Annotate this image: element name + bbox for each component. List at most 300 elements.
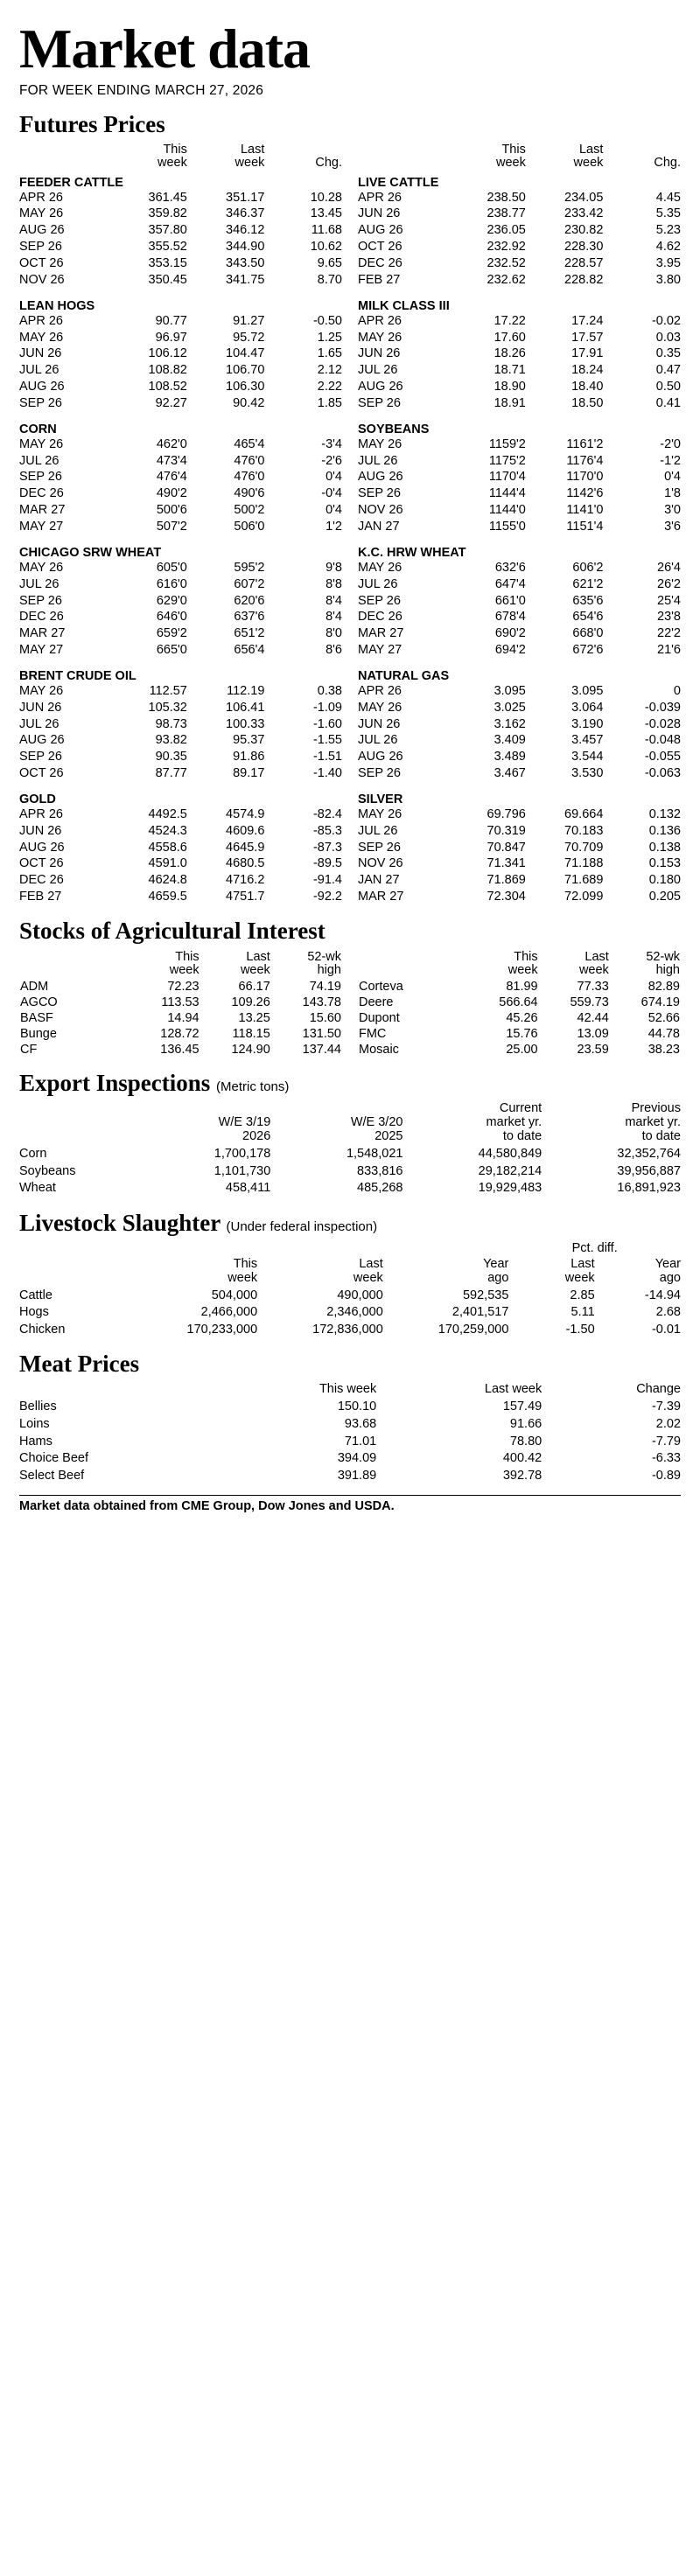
futures-value: 1175'2 [488, 453, 526, 468]
futures-value: 0.41 [655, 395, 681, 410]
contract-month: JUL 26 [19, 716, 60, 731]
livestock-pct-diff-group: Pct. diff. [571, 1240, 618, 1255]
contract-month: DEC 26 [19, 610, 64, 625]
futures-value: -1.09 [312, 700, 342, 715]
contract-month: DEC 26 [19, 873, 64, 888]
futures-col-contract [19, 143, 109, 171]
export-header-row [19, 1102, 681, 1146]
futures-value: 8'4 [326, 593, 342, 608]
stocks-col-name [19, 950, 129, 979]
contract-month: FEB 27 [19, 890, 62, 904]
meat-value: -6.33 [651, 1451, 681, 1466]
futures-value: 70.847 [486, 840, 526, 855]
stocks-right-column [358, 950, 681, 1058]
futures-value: 659'2 [156, 626, 187, 641]
futures-value: 637'6 [234, 610, 265, 625]
futures-value: -87.3 [312, 840, 342, 855]
table-row [19, 313, 342, 330]
livestock-slaughter-table [19, 1242, 681, 1339]
table-row [358, 576, 681, 593]
contract-month: SEP 26 [358, 766, 401, 781]
table-row [358, 222, 681, 239]
stock-value: 23.59 [577, 1043, 609, 1058]
futures-value: -2'0 [660, 436, 681, 451]
meat-cut-name: Hams [19, 1434, 52, 1449]
futures-group-title-row [19, 296, 342, 313]
futures-value: 0 [673, 683, 681, 698]
contract-month: JUL 26 [19, 576, 60, 591]
futures-value: 71.188 [564, 856, 604, 871]
table-row [19, 239, 342, 255]
slaughter-value: 172,836,000 [312, 1322, 383, 1337]
futures-value: 654'6 [572, 610, 604, 625]
contract-month: JAN 27 [358, 873, 400, 888]
table-row [19, 716, 342, 733]
futures-value: 238.77 [486, 206, 526, 221]
futures-right-column [358, 143, 681, 905]
futures-value: 17.57 [571, 330, 604, 345]
futures-group-title: LIVE CATTLE [358, 175, 439, 190]
futures-value: 4716.2 [226, 873, 265, 888]
table-row [19, 1146, 681, 1163]
table-row [358, 346, 681, 362]
contract-month: DEC 26 [19, 486, 64, 501]
contract-month: SEP 26 [358, 395, 401, 410]
meat-value: 2.02 [655, 1416, 681, 1431]
stock-name: Mosaic [359, 1043, 399, 1058]
contract-month: SEP 26 [19, 395, 62, 410]
stock-name: ADM [20, 980, 49, 995]
futures-value: 1144'4 [488, 486, 526, 501]
contract-month: MAY 26 [19, 206, 64, 221]
futures-value: 69.796 [486, 806, 526, 821]
contract-month: JUN 26 [358, 206, 401, 221]
futures-value: 1142'6 [566, 486, 604, 501]
futures-value: 3.190 [571, 716, 604, 731]
futures-value: 1176'4 [566, 453, 604, 468]
spacer-row [19, 289, 342, 296]
meat-value: 71.01 [344, 1434, 377, 1449]
table-row [358, 1042, 681, 1058]
slaughter-value: 170,259,000 [438, 1322, 509, 1337]
futures-value: 106.30 [226, 380, 265, 394]
page-title: Market data [19, 17, 311, 80]
table-row [19, 379, 342, 395]
livestock-col-pct-last-week: Last week [564, 1256, 595, 1285]
meat-value: 91.66 [509, 1416, 542, 1431]
meat-value: 400.42 [502, 1451, 542, 1466]
species-name: Chicken [19, 1322, 66, 1337]
futures-value: -1'2 [660, 453, 681, 468]
futures-value: 606'2 [572, 560, 604, 575]
futures-value: -0.039 [644, 700, 681, 715]
futures-value: 3'6 [664, 519, 681, 534]
table-row [19, 995, 342, 1010]
futures-group-title: FEEDER CATTLE [19, 175, 123, 190]
futures-value: 635'6 [572, 593, 604, 608]
contract-month: NOV 26 [358, 503, 403, 518]
futures-group-title: CORN [19, 422, 57, 436]
section-title-futures: Futures Prices [19, 111, 165, 138]
table-row [19, 593, 342, 610]
livestock-col-pct-year-ago: Year ago [654, 1256, 681, 1285]
futures-col-this-week: This week [158, 143, 187, 171]
futures-value: 476'0 [234, 453, 265, 468]
futures-value: 90.42 [233, 395, 265, 410]
futures-group-title-row [358, 789, 681, 806]
table-row [19, 576, 342, 593]
futures-value: 71.341 [486, 856, 526, 871]
futures-value: 4574.9 [226, 806, 265, 821]
futures-value: -85.3 [312, 823, 342, 838]
contract-month: OCT 26 [19, 766, 64, 781]
meat-value: 394.09 [337, 1451, 377, 1466]
table-row [19, 519, 342, 535]
futures-value: 100.33 [226, 716, 265, 731]
table-row [358, 642, 681, 659]
meat-value: -0.89 [651, 1468, 681, 1483]
futures-value: 490'6 [234, 486, 265, 501]
meat-value: 391.89 [337, 1468, 377, 1483]
stocks-col-52wk-high: 52-wk high [307, 950, 341, 978]
futures-value: 1155'0 [488, 519, 526, 534]
futures-value: 3.025 [494, 700, 526, 715]
futures-value: 0.03 [655, 330, 681, 345]
futures-value: 108.82 [148, 363, 187, 378]
contract-month: AUG 26 [19, 733, 65, 748]
futures-value: 238.50 [486, 190, 526, 205]
stock-value: 674.19 [640, 995, 680, 1010]
meat-header-row [19, 1383, 681, 1399]
spacer-row [358, 659, 681, 666]
futures-value: 507'2 [156, 519, 187, 534]
table-row [358, 519, 681, 535]
table-row [19, 1288, 681, 1305]
futures-value: 341.75 [226, 272, 265, 287]
stocks-col-this-week: This week [169, 950, 200, 978]
contract-month: MAY 26 [358, 330, 402, 345]
futures-value: 4.45 [655, 190, 681, 205]
stocks-header-row [19, 950, 342, 979]
table-row [358, 255, 681, 272]
futures-value: 355.52 [148, 240, 187, 255]
export-col-we-current: W/E 3/19 2026 [218, 1115, 271, 1144]
futures-value: 233.42 [564, 206, 604, 221]
futures-value: -2'6 [321, 453, 342, 468]
export-value: 485,268 [357, 1181, 403, 1196]
futures-value: 4558.6 [148, 840, 187, 855]
futures-value: 232.92 [486, 240, 526, 255]
futures-value: 18.26 [494, 346, 526, 361]
table-row [358, 206, 681, 222]
futures-value: 72.304 [486, 890, 526, 904]
futures-value: 668'0 [572, 626, 604, 641]
contract-month: SEP 26 [358, 840, 401, 855]
slaughter-value: 2,401,517 [452, 1305, 509, 1320]
futures-value: 70.709 [564, 840, 604, 855]
slaughter-value: 490,000 [337, 1288, 383, 1302]
contract-month: MAY 26 [358, 436, 402, 451]
futures-value: 9.65 [317, 256, 342, 270]
table-row [358, 889, 681, 905]
contract-month: AUG 26 [358, 380, 403, 394]
contract-month: APR 26 [19, 190, 63, 205]
livestock-col-this-week: This week [228, 1256, 258, 1285]
futures-value: 95.37 [233, 733, 265, 748]
spacer-row [19, 412, 342, 419]
contract-month: DEC 26 [358, 610, 402, 625]
stocks-col-this-week: This week [508, 950, 538, 978]
table-row [19, 1042, 342, 1058]
stock-name: Corteva [359, 980, 403, 995]
contract-month: OCT 26 [358, 240, 402, 255]
slaughter-value: 5.11 [570, 1305, 595, 1320]
futures-value: 10.28 [310, 190, 342, 205]
table-row [358, 979, 681, 995]
table-row [19, 330, 342, 346]
contract-month: APR 26 [358, 313, 402, 328]
futures-value: 4624.8 [148, 873, 187, 888]
futures-value: 0'4 [664, 470, 681, 485]
table-row [358, 765, 681, 782]
meat-value: 157.49 [502, 1400, 542, 1414]
futures-group-title: LEAN HOGS [19, 298, 95, 313]
futures-value: 0'4 [326, 503, 342, 518]
section-title-livestock: Livestock Slaughter (Under federal inspection) [19, 1209, 378, 1236]
slaughter-value: 170,233,000 [186, 1322, 258, 1337]
contract-month: MAR 27 [19, 626, 66, 641]
table-row [358, 749, 681, 765]
futures-value: 8'4 [326, 610, 342, 625]
contract-month: JUN 26 [19, 700, 62, 715]
futures-header-row [358, 143, 681, 171]
futures-value: 106.70 [226, 363, 265, 378]
stock-value: 14.94 [167, 1011, 200, 1026]
table-row [19, 222, 342, 239]
futures-group-title-row [358, 542, 681, 560]
futures-value: 361.45 [148, 190, 187, 205]
meat-cut-name: Select Beef [19, 1468, 85, 1483]
futures-value: 0.47 [655, 363, 681, 378]
futures-value: 1.25 [317, 330, 342, 345]
contract-month: JUN 26 [358, 716, 401, 731]
export-col-commodity [19, 1102, 138, 1146]
table-row [19, 1468, 681, 1485]
futures-value: 108.52 [148, 380, 187, 394]
futures-value: 473'4 [156, 453, 187, 468]
contract-month: JUN 26 [19, 823, 62, 838]
futures-value: 105.32 [148, 700, 187, 715]
futures-value: -1.40 [312, 766, 342, 781]
futures-value: 647'4 [494, 576, 526, 591]
table-row [19, 1434, 681, 1451]
futures-col-contract [358, 143, 448, 171]
export-value: 1,548,021 [346, 1147, 403, 1162]
futures-value: 4524.3 [148, 823, 187, 838]
futures-value: 112.19 [227, 683, 265, 698]
stocks-header-row [358, 950, 681, 979]
futures-value: 92.27 [155, 395, 187, 410]
futures-value: 69.664 [564, 806, 604, 821]
meat-col-cut [19, 1383, 205, 1399]
futures-value: 228.82 [564, 272, 604, 287]
futures-value: 17.22 [494, 313, 526, 328]
futures-value: -3'4 [321, 436, 342, 451]
table-row [19, 700, 342, 716]
futures-value: 4751.7 [226, 890, 265, 904]
table-row [19, 1322, 681, 1339]
table-row [19, 346, 342, 362]
futures-value: 651'2 [234, 626, 265, 641]
futures-value: -91.4 [312, 873, 342, 888]
table-row [19, 872, 342, 889]
spacer-row [19, 535, 342, 542]
stock-value: 109.26 [231, 995, 270, 1010]
futures-value: 665'0 [156, 643, 187, 658]
contract-month: JUL 26 [358, 453, 398, 468]
contract-month: OCT 26 [19, 256, 64, 270]
contract-month: JUL 26 [358, 576, 398, 591]
table-row [358, 190, 681, 206]
futures-value: 646'0 [156, 610, 187, 625]
page-subtitle: FOR WEEK ENDING MARCH 27, 2026 [19, 83, 264, 99]
futures-value: 2.12 [317, 363, 342, 378]
futures-value: 1'8 [664, 486, 681, 501]
species-name: Cattle [19, 1288, 52, 1302]
futures-value: 93.82 [155, 733, 187, 748]
meat-cut-name: Loins [19, 1416, 50, 1431]
futures-value: 620'6 [234, 593, 265, 608]
futures-group-title: K.C. HRW WHEAT [358, 545, 466, 560]
contract-month: MAR 27 [19, 503, 66, 518]
futures-value: 3.530 [571, 766, 604, 781]
futures-value: 621'2 [572, 576, 604, 591]
stock-value: 15.60 [309, 1011, 341, 1026]
futures-value: 72.099 [564, 890, 604, 904]
export-value: 39,956,887 [617, 1163, 681, 1178]
futures-value: 656'4 [234, 643, 265, 658]
source-note: Market data obtained from CME Group, Dow Jones and USDA. [19, 1495, 681, 1513]
contract-month: MAY 26 [19, 683, 64, 698]
futures-value: 605'0 [156, 560, 187, 575]
futures-value: -0.063 [644, 766, 681, 781]
contract-month: JAN 27 [358, 519, 400, 534]
stock-value: 45.26 [506, 1011, 538, 1026]
table-row [19, 395, 342, 412]
futures-value: 0.35 [655, 346, 681, 361]
export-value: 16,891,923 [617, 1181, 681, 1196]
futures-value: 18.71 [494, 363, 526, 378]
export-value: 833,816 [357, 1163, 403, 1178]
contract-month: AUG 26 [358, 750, 403, 764]
futures-value: 236.05 [486, 223, 526, 238]
futures-group-title-row [19, 419, 342, 436]
futures-value: 353.15 [148, 256, 187, 270]
futures-value: 71.869 [486, 873, 526, 888]
meat-value: 150.10 [337, 1400, 377, 1414]
table-row [358, 436, 681, 453]
futures-value: 4.62 [655, 240, 681, 255]
futures-value: 346.12 [226, 223, 265, 238]
futures-value: 1141'0 [566, 503, 604, 518]
table-row [358, 362, 681, 379]
futures-value: 232.62 [486, 272, 526, 287]
table-row [358, 502, 681, 519]
futures-value: 632'6 [494, 560, 526, 575]
futures-value: 89.17 [233, 766, 265, 781]
table-row [358, 453, 681, 470]
stock-value: 131.50 [302, 1027, 341, 1042]
futures-value: 3.457 [571, 733, 604, 748]
stocks-col-52wk-high: 52-wk high [646, 950, 680, 978]
futures-value: 595'2 [234, 560, 265, 575]
futures-col-this-week: This week [496, 143, 526, 171]
export-value: 29,182,214 [478, 1163, 542, 1178]
futures-value: 98.73 [155, 716, 187, 731]
futures-value: 9'8 [326, 560, 342, 575]
table-row [19, 855, 342, 872]
futures-value: 11.68 [311, 223, 342, 238]
futures-value: 1170'4 [488, 470, 526, 485]
contract-month: APR 26 [19, 806, 63, 821]
stock-value: 118.15 [232, 1027, 270, 1042]
table-row [358, 272, 681, 289]
futures-value: 629'0 [156, 593, 187, 608]
futures-value: 462'0 [156, 436, 187, 451]
futures-value: 343.50 [226, 256, 265, 270]
stock-value: 81.99 [506, 980, 538, 995]
contract-month: MAR 27 [358, 626, 404, 641]
futures-value: 3.064 [571, 700, 604, 715]
table-row [19, 255, 342, 272]
futures-value: 3.095 [494, 683, 526, 698]
table-row [19, 625, 342, 642]
species-name: Hogs [19, 1305, 49, 1320]
futures-value: 87.77 [155, 766, 187, 781]
futures-group-title-row [19, 172, 342, 190]
futures-group-title-row [19, 542, 342, 560]
commodity-name: Corn [19, 1147, 47, 1162]
futures-value: 0.180 [648, 873, 681, 888]
slaughter-value: -0.01 [651, 1322, 681, 1337]
futures-value: -1.51 [312, 750, 342, 764]
contract-month: MAY 27 [19, 643, 64, 658]
table-row [358, 593, 681, 610]
futures-value: -0.055 [644, 750, 681, 764]
futures-value: 228.30 [564, 240, 604, 255]
futures-group-title: SOYBEANS [358, 422, 430, 436]
stock-name: FMC [359, 1027, 387, 1042]
contract-month: MAY 27 [19, 519, 64, 534]
table-row [358, 379, 681, 395]
futures-value: 23'8 [657, 610, 681, 625]
futures-group-title-row [358, 666, 681, 683]
table-row [19, 642, 342, 659]
futures-value: -0.02 [651, 313, 681, 328]
contract-month: MAY 26 [19, 560, 64, 575]
futures-value: 0.50 [655, 380, 681, 394]
livestock-unit-note: (Under federal inspection) [226, 1218, 378, 1234]
futures-col-last-week: Last week [234, 143, 265, 171]
table-row [358, 732, 681, 749]
table-row [358, 840, 681, 856]
contract-month: NOV 26 [19, 272, 65, 287]
slaughter-value: 504,000 [211, 1288, 258, 1302]
futures-value: 616'0 [156, 576, 187, 591]
stock-value: 566.64 [499, 995, 538, 1010]
futures-value: 1170'0 [566, 470, 604, 485]
contract-month: SEP 26 [19, 470, 62, 485]
